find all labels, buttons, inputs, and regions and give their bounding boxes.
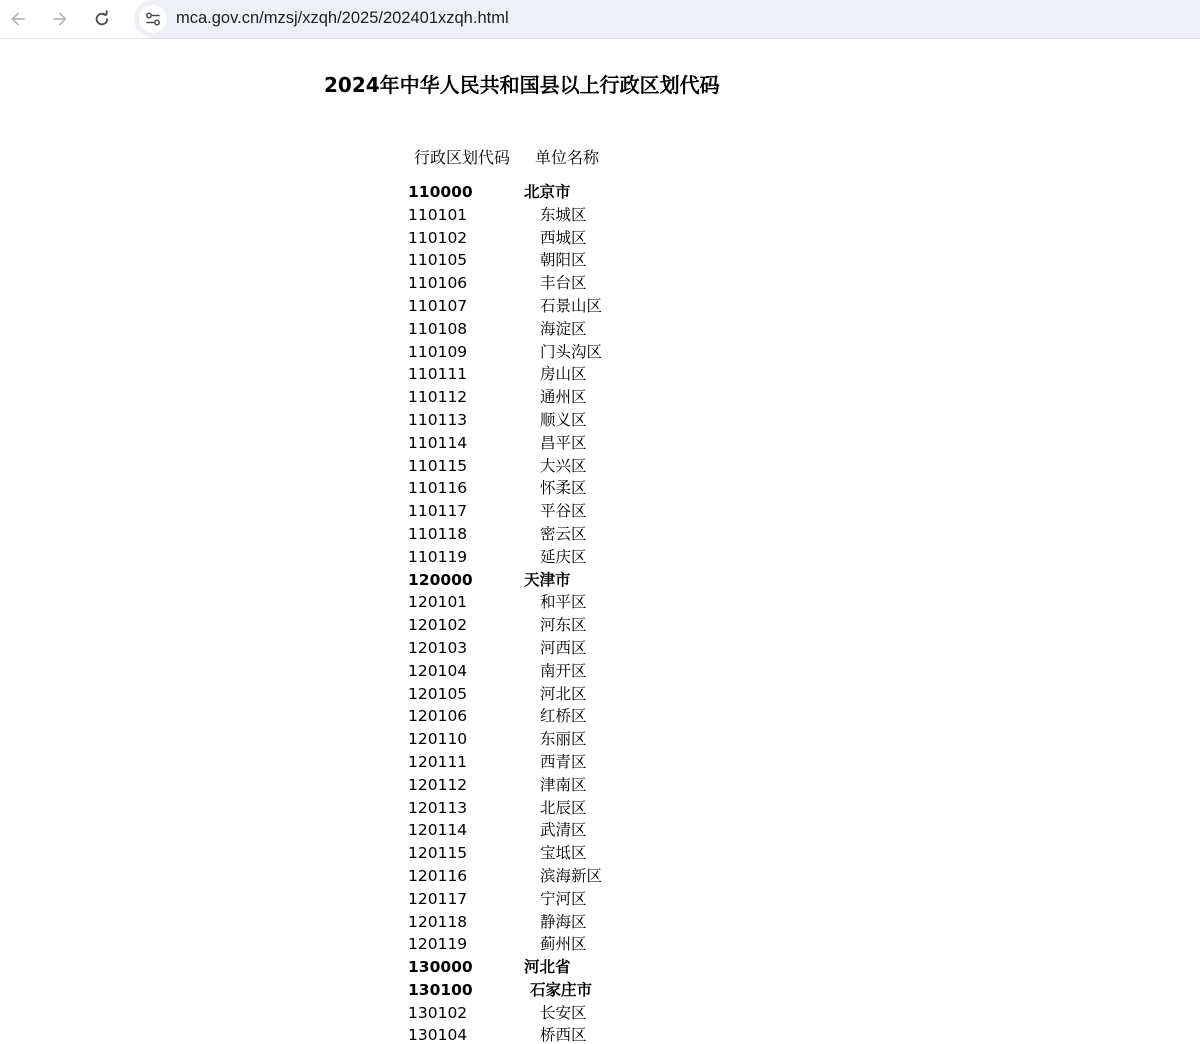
division-code: 110111 [408, 365, 468, 384]
division-name: 东城区 [540, 205, 587, 224]
division-name: 门头沟区 [540, 342, 603, 361]
division-code: 120118 [408, 912, 468, 931]
table-row [0, 865, 1200, 888]
table-row [0, 774, 1200, 797]
table-row [0, 797, 1200, 820]
division-code: 130104 [408, 1026, 468, 1044]
division-name: 北京市 [524, 183, 571, 201]
division-name: 桥西区 [540, 1026, 587, 1044]
division-code: 110102 [408, 228, 468, 247]
back-button[interactable] [5, 6, 31, 32]
division-name: 密云区 [540, 524, 587, 543]
division-code: 120111 [408, 752, 468, 771]
division-code: 120104 [408, 661, 468, 680]
division-name: 平谷区 [540, 502, 587, 521]
division-code: 120000 [408, 570, 473, 589]
division-name: 河东区 [540, 616, 587, 635]
division-code: 110116 [408, 479, 468, 498]
division-code: 110113 [408, 410, 468, 429]
site-info-button[interactable] [139, 5, 167, 33]
column-header-name: 单位名称 [535, 148, 600, 167]
division-code: 120116 [408, 866, 468, 885]
division-name: 朝阳区 [540, 251, 587, 270]
table-row [0, 819, 1200, 842]
browser-toolbar [0, 0, 1200, 39]
division-name: 通州区 [540, 388, 587, 407]
division-code: 110105 [408, 251, 468, 270]
division-name: 河北省 [524, 958, 571, 977]
division-name: 昌平区 [540, 433, 587, 452]
table-row [0, 409, 1200, 432]
address-bar[interactable] [134, 0, 1200, 38]
division-name: 蓟州区 [540, 935, 587, 954]
division-code: 110106 [408, 274, 468, 293]
table-row [0, 637, 1200, 660]
division-code: 120110 [408, 730, 468, 749]
division-code: 130100 [408, 980, 473, 999]
division-name: 延庆区 [540, 547, 587, 566]
column-header-code: 行政区划代码 [414, 148, 511, 167]
reload-button[interactable] [89, 6, 115, 32]
division-code: 110107 [408, 296, 468, 315]
division-code: 120115 [408, 844, 468, 863]
forward-button[interactable] [47, 6, 73, 32]
division-name: 红桥区 [540, 707, 587, 726]
division-name: 北辰区 [540, 798, 587, 817]
table-row [0, 979, 1200, 1002]
page-content [0, 46, 1200, 1044]
table-row [0, 956, 1200, 979]
table-row [0, 295, 1200, 318]
table-row [0, 728, 1200, 751]
division-code: 120114 [408, 821, 468, 840]
table-row [0, 227, 1200, 250]
division-code: 110118 [408, 524, 468, 543]
division-name: 大兴区 [540, 456, 587, 475]
division-name: 石景山区 [540, 296, 603, 315]
division-code: 120106 [408, 707, 468, 726]
division-code: 120101 [408, 593, 468, 612]
division-code: 120117 [408, 889, 468, 908]
division-code: 120105 [408, 684, 468, 703]
division-code: 110108 [408, 319, 468, 338]
division-code: 130102 [408, 1003, 468, 1022]
division-code: 110109 [408, 342, 468, 361]
table-row [0, 933, 1200, 956]
table-row [0, 341, 1200, 364]
division-code: 120113 [408, 798, 468, 817]
table-row [0, 386, 1200, 409]
division-name: 东丽区 [540, 730, 587, 749]
division-name: 宁河区 [540, 889, 587, 908]
table-row [0, 432, 1200, 455]
table-row [0, 249, 1200, 272]
table-row [0, 660, 1200, 683]
division-code: 110119 [408, 547, 468, 566]
division-code: 110115 [408, 456, 468, 475]
division-name: 天津市 [524, 570, 571, 589]
table-row [0, 546, 1200, 569]
table-row [0, 751, 1200, 774]
division-name: 河西区 [540, 638, 587, 657]
url-text[interactable]: mca.gov.cn/mzsj/xzqh/2025/202401xzqh.html [176, 9, 509, 27]
page-title: 2024年中华人民共和国县以上行政区划代码 [324, 73, 720, 97]
division-code: 120102 [408, 616, 468, 635]
division-name: 武清区 [540, 821, 587, 840]
division-name: 怀柔区 [540, 479, 587, 498]
division-name: 海淀区 [540, 319, 587, 338]
table-row [0, 181, 1200, 204]
table-row [0, 477, 1200, 500]
table-row [0, 705, 1200, 728]
division-name: 滨海新区 [540, 866, 603, 885]
division-code: 110112 [408, 388, 468, 407]
division-name: 南开区 [540, 661, 587, 680]
table-row [0, 500, 1200, 523]
division-name: 静海区 [540, 912, 587, 931]
table-row [0, 683, 1200, 706]
table-row [0, 591, 1200, 614]
division-name: 顺义区 [540, 410, 587, 429]
division-code: 120119 [408, 935, 468, 954]
division-name: 丰台区 [540, 274, 587, 293]
table-row [0, 569, 1200, 592]
table-row [0, 888, 1200, 911]
table-row [0, 318, 1200, 341]
division-name: 宝坻区 [540, 844, 587, 863]
table-row [0, 1024, 1200, 1044]
table-row [0, 911, 1200, 934]
table-row [0, 363, 1200, 386]
reload-icon [93, 10, 111, 28]
division-code: 110117 [408, 502, 468, 521]
table-row [0, 204, 1200, 227]
division-name: 和平区 [540, 593, 587, 612]
arrow-left-icon [9, 10, 27, 28]
division-code: 120112 [408, 775, 468, 794]
division-table [0, 181, 1200, 1044]
table-row [0, 1002, 1200, 1025]
division-name: 西城区 [540, 228, 587, 247]
table-row [0, 842, 1200, 865]
division-name: 西青区 [540, 752, 587, 771]
division-name: 房山区 [540, 365, 587, 384]
division-code: 130000 [408, 958, 473, 977]
division-name: 河北区 [540, 684, 587, 703]
table-row [0, 614, 1200, 637]
arrow-right-icon [51, 10, 69, 28]
division-code: 120103 [408, 638, 468, 657]
division-name: 石家庄市 [530, 980, 593, 999]
division-code: 110114 [408, 433, 468, 452]
division-code: 110000 [408, 183, 473, 201]
tune-icon [144, 10, 162, 28]
table-row [0, 272, 1200, 295]
division-code: 110101 [408, 205, 468, 224]
table-row [0, 523, 1200, 546]
division-name: 津南区 [540, 775, 587, 794]
division-name: 长安区 [540, 1003, 587, 1022]
table-row [0, 455, 1200, 478]
